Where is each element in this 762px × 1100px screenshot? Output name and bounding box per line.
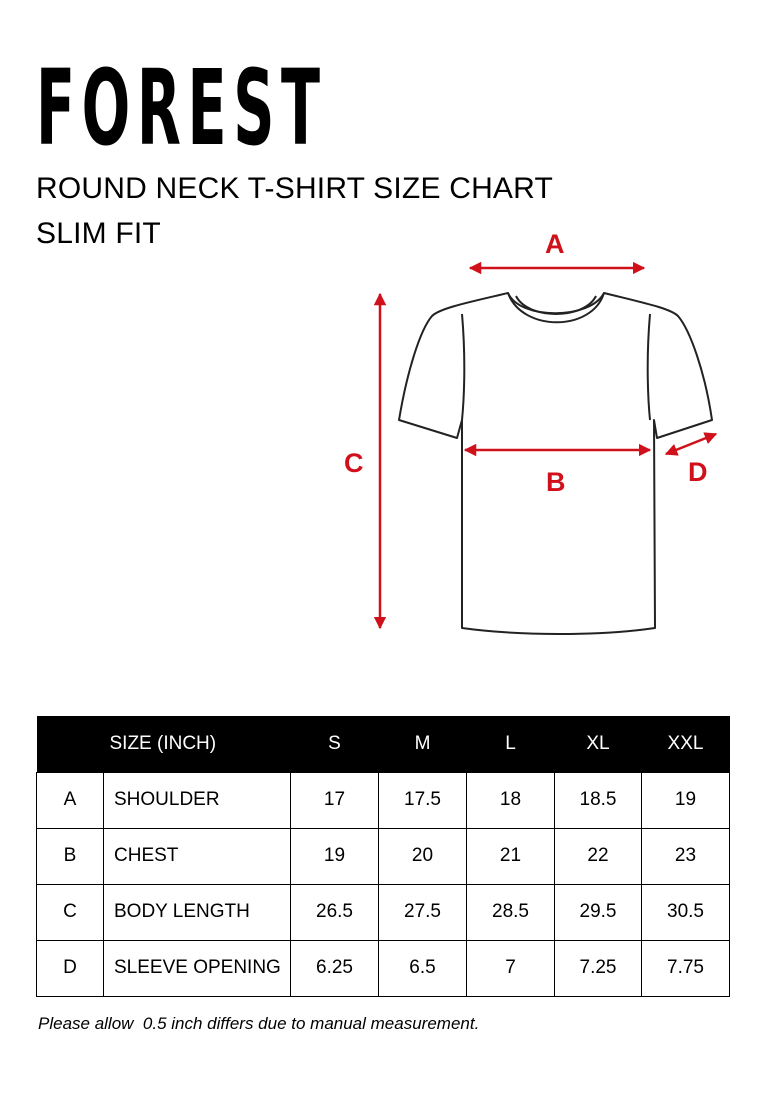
row-value: 30.5 [642, 884, 730, 940]
row-value: 7.75 [642, 940, 730, 996]
row-value: 18 [467, 772, 555, 828]
row-value: 7 [467, 940, 555, 996]
row-value: 23 [642, 828, 730, 884]
t-shirt-outline-icon [399, 293, 712, 634]
table-header-row [37, 716, 730, 772]
row-name: CHEST [104, 828, 291, 884]
row-value: 6.5 [379, 940, 467, 996]
brand-logo: FOREST [36, 47, 327, 169]
row-value: 22 [555, 828, 642, 884]
row-name: SLEEVE OPENING [104, 940, 291, 996]
row-value: 17.5 [379, 772, 467, 828]
fit-label: SLIM FIT [36, 217, 161, 250]
header-size-xl: XL [555, 716, 642, 772]
measure-b-label: B [546, 467, 566, 497]
header-size-xxl: XXL [642, 716, 730, 772]
measure-d-label: D [688, 457, 708, 487]
header-spacer [37, 716, 104, 772]
row-value: 18.5 [555, 772, 642, 828]
measure-d-arrow [666, 434, 716, 454]
header-size-l: L [467, 716, 555, 772]
measure-a-label: A [545, 229, 565, 259]
row-value: 29.5 [555, 884, 642, 940]
row-value: 17 [291, 772, 379, 828]
row-name: SHOULDER [104, 772, 291, 828]
table-row [37, 940, 730, 996]
table-row [37, 828, 730, 884]
row-code: A [37, 772, 104, 828]
size-table [36, 716, 730, 997]
row-code: C [37, 884, 104, 940]
measurement-note: Please allow 0.5 inch differs due to manual measurement. [38, 1014, 480, 1033]
row-value: 26.5 [291, 884, 379, 940]
row-code: B [37, 828, 104, 884]
row-value: 20 [379, 828, 467, 884]
row-code: D [37, 940, 104, 996]
header-size-s: S [291, 716, 379, 772]
measure-c-label: C [344, 448, 364, 478]
row-value: 21 [467, 828, 555, 884]
table-row [37, 772, 730, 828]
header-size-m: M [379, 716, 467, 772]
page-title: ROUND NECK T-SHIRT SIZE CHART [36, 172, 553, 205]
row-value: 19 [291, 828, 379, 884]
row-name: BODY LENGTH [104, 884, 291, 940]
row-value: 27.5 [379, 884, 467, 940]
table-row [37, 884, 730, 940]
row-value: 7.25 [555, 940, 642, 996]
row-value: 6.25 [291, 940, 379, 996]
row-value: 19 [642, 772, 730, 828]
row-value: 28.5 [467, 884, 555, 940]
header-size-label: SIZE (INCH) [104, 716, 291, 772]
